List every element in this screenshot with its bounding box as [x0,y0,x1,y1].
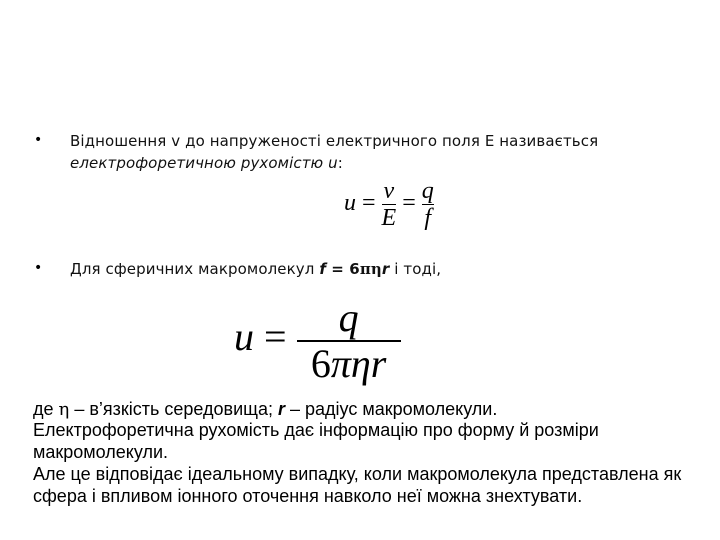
formula1-den-f: f [424,205,432,231]
item2-eq-const: = 6 [325,260,360,278]
formula1-fraction-v-E [382,178,397,231]
item2-line [70,260,441,278]
formula2-num-q: q [338,295,359,340]
bullet-1: • [34,132,43,148]
item1-line1: Відношення v до напруженості електричного поля E називається [70,132,599,150]
formula1-fraction-q-f [422,178,434,231]
item1-line2 [70,154,343,172]
formula2-fraction [297,296,401,386]
formula2-den-pi: π [330,341,351,386]
para-r: r [277,399,285,419]
item2-text-after: і тоді, [389,260,442,278]
para-line1-a: де [33,399,59,419]
term-electrophoretic-mobility: електрофоретичною рухомістю u [70,154,338,172]
para-eta: η [58,399,70,420]
formula2-denominator [311,342,386,386]
item2-f-symbol: f [319,260,326,278]
para-line5: сфера і впливом іонного оточення навколо неї можна знехтувати. [33,486,583,506]
para-line4: Але це відповідає ідеальному випадку, коли макромолекула представлена як [33,464,682,484]
formula1-eq1: = [362,190,376,217]
formula1-lhs: u [344,190,356,217]
bullet-2: • [34,260,43,276]
formula1-eq2: = [402,190,416,217]
formula2-den-eta: η [350,341,371,386]
para-line2: Електрофоретична рухомість дає інформацію про форму й розміри [33,420,599,440]
formula2-den-r: r [370,341,387,386]
formula1-num-q: q [421,178,434,204]
para-line3: макромолекули. [33,442,169,462]
item1-colon: : [337,154,343,172]
item2-pi-eta: πη [359,260,382,278]
item2-r: r [381,260,390,278]
item2-text-before: Для сферичних макромолекул [70,260,320,278]
formula1-den-E: E [381,205,397,231]
formula-mobility [344,178,434,231]
para-line1-b: – в’язкість середовища; [69,399,278,419]
para-line1-c: – радіус макромолекули. [285,399,498,419]
formula-stokes-mobility [234,296,401,386]
formula2-den-6: 6 [310,341,331,386]
formula2-eq: = [264,314,287,360]
formula1-num-v: v [383,178,395,204]
para-line1 [33,399,497,420]
formula2-lhs: u [234,314,254,360]
